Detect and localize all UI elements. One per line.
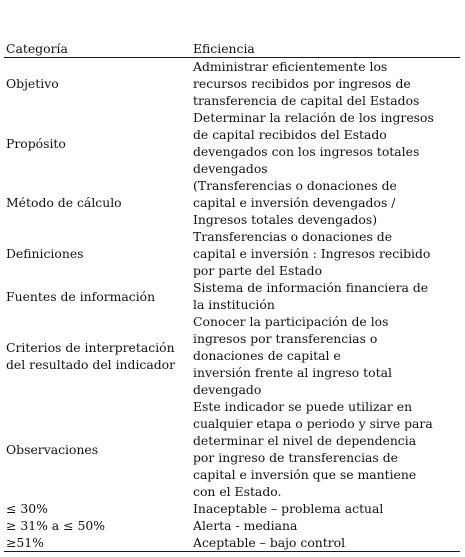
row-description-definiciones: Transferencias o donaciones de capital e inversión : Ingresos recibido por parte del Estado	[193, 229, 431, 278]
row-category-metodo: Método de cálculo	[6, 195, 122, 210]
table-row	[4, 228, 460, 279]
row-category-definiciones: Definiciones	[6, 246, 84, 261]
header-eficiencia: Eficiencia	[193, 41, 255, 56]
row-category-fuentes: Fuentes de información	[6, 288, 156, 304]
table-row	[4, 500, 460, 517]
row-category-inaceptable: ≤ 30%	[6, 501, 48, 516]
row-description-metodo: (Transferencias o donaciones de capital e inversión devengados / Ingresos totales devengados)	[193, 178, 397, 227]
row-description-objetivo: Administrar eficientemente los recursos recibidos por ingresos de transferencia de capital del Estados	[193, 59, 420, 108]
row-description-aceptable: Aceptable – bajo control	[193, 535, 346, 550]
table-row	[4, 279, 460, 313]
table-row	[4, 109, 460, 177]
table-row	[4, 313, 460, 398]
table-row	[4, 517, 460, 534]
table-header	[4, 40, 460, 57]
row-description-criterios: Conocer la participación de los ingresos por transferencias o donaciones de capital e inversión frente al ingreso total devengado	[193, 314, 392, 397]
indicator-table	[4, 40, 460, 552]
row-description-inaceptable: Inaceptable – problema actual	[193, 501, 384, 516]
table-row	[4, 58, 460, 109]
table-row	[4, 398, 460, 500]
table-row	[4, 534, 460, 551]
row-category-objetivo: Objetivo	[6, 76, 59, 91]
row-category-alerta: ≥ 31% a ≤ 50%	[6, 518, 105, 533]
row-description-alerta: Alerta - mediana	[193, 518, 298, 533]
bottom-rule	[4, 551, 460, 552]
row-description-proposito: Determinar la relación de los ingresos de capital recibidos del Estado devengados con los ingresos totales devengados	[193, 110, 434, 176]
row-description-fuentes: Sistema de información financiera de la institución	[193, 280, 429, 312]
header-categoria: Categoría	[6, 41, 68, 56]
row-category-proposito: Propósito	[6, 135, 66, 151]
row-description-observaciones: Este indicador se puede utilizar en cualquier etapa o periodo y sirve para determinar el nivel de dependencia por ingreso de transferencias de capital e inversión que se mantiene con el Estado.	[193, 399, 433, 499]
table-row	[4, 177, 460, 228]
row-category-aceptable: ≥51%	[6, 535, 44, 550]
row-category-criterios: Criterios de interpretación del resultado del indicador	[6, 339, 176, 372]
row-category-observaciones: Observaciones	[6, 441, 99, 457]
